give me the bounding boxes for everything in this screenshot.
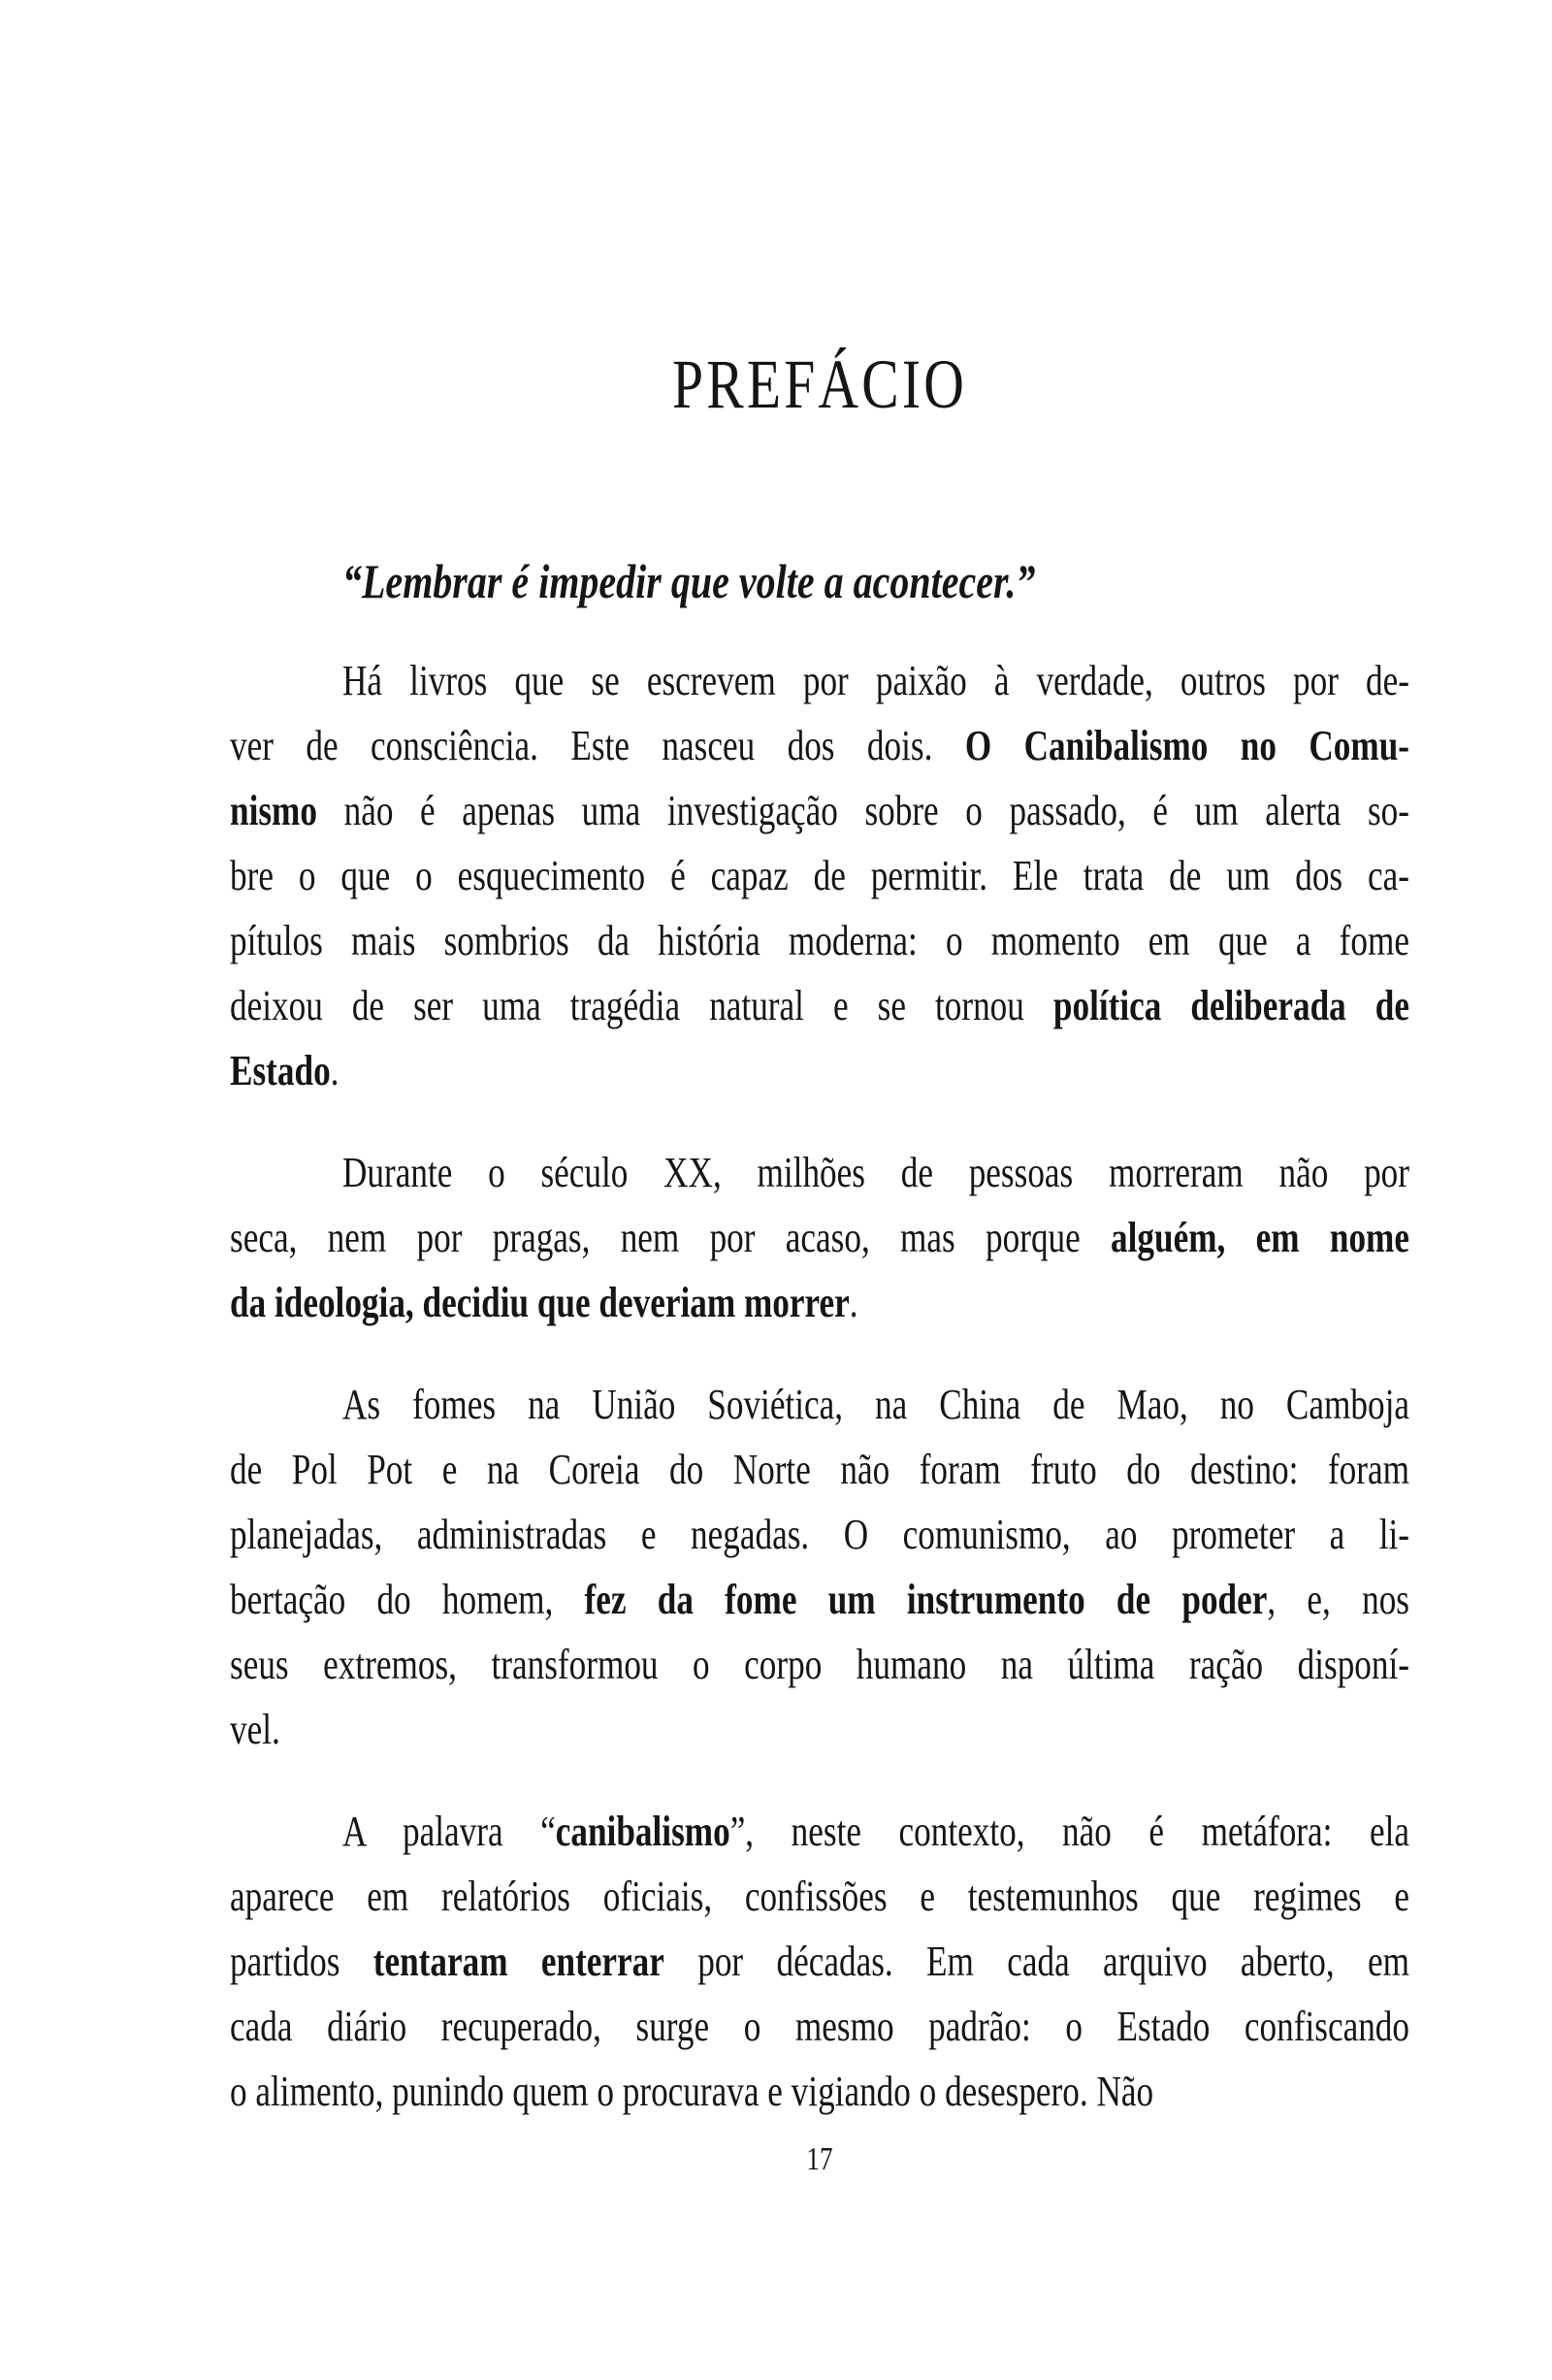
chapter-title: PREFÁCIO	[671, 345, 968, 423]
text-line	[230, 1205, 1409, 1270]
text-segment: bre o que o esquecimento é capaz de permitir. Ele trata de um dos ca-	[230, 852, 1409, 899]
text-segment: partidos	[230, 1938, 373, 1985]
text-segment: por décadas. Em cada arquivo aberto, em	[663, 1938, 1409, 1985]
text-line	[230, 1632, 1409, 1697]
page-number: 17	[806, 2141, 833, 2177]
paragraph	[230, 648, 1409, 1103]
text-segment: bertação do homem,	[230, 1576, 585, 1623]
text-line	[230, 1864, 1409, 1929]
text-segment: deixou de ser uma tragédia natural e se tornou	[230, 982, 1053, 1029]
text-segment: planejadas, administradas e negadas. O comunismo, ao prometer a li-	[230, 1511, 1409, 1558]
text-segment: seus extremos, transformou o corpo humano na última ração disponí-	[230, 1641, 1409, 1688]
text-line	[230, 1038, 1409, 1103]
bold-text-segment: da ideologia, decidiu que deveriam morrer	[230, 1279, 850, 1326]
text-line	[230, 908, 1409, 973]
text-line	[230, 648, 1409, 713]
bold-text-segment: Estado	[230, 1047, 331, 1094]
text-segment: .	[330, 1047, 340, 1094]
text-segment: ”, neste contexto, não é metáfora: ela	[729, 1808, 1409, 1855]
text-segment: o alimento, punindo quem o procurava e vigiando o desespero. Não	[230, 2068, 1154, 2115]
text-segment: Durante o século XX, milhões de pessoas morreram não por	[342, 1149, 1409, 1196]
text-segment: cada diário recuperado, surge o mesmo padrão: o Estado confiscando	[230, 2003, 1409, 2050]
text-segment: , e, nos	[1267, 1576, 1409, 1623]
paragraph	[230, 1799, 1409, 2124]
bold-text-segment: política deliberada de	[1052, 982, 1410, 1029]
bold-text-segment: O Canibalismo no Comu-	[964, 722, 1409, 769]
text-line	[230, 1697, 1409, 1762]
text-segment: ver de consciência. Este nasceu dos dois.	[230, 722, 965, 769]
paragraph	[230, 1372, 1409, 1762]
text-line	[230, 713, 1409, 778]
body-text	[230, 615, 1409, 2124]
text-segment: As fomes na União Soviética, na China de Mao, no Camboja	[342, 1381, 1409, 1428]
bold-text-segment: tentaram enterrar	[372, 1938, 664, 1985]
text-line	[230, 1567, 1409, 1632]
text-segment: aparece em relatórios oficiais, confissões e testemunhos que regimes e	[230, 1873, 1409, 1920]
text-segment: Há livros que se escrevem por paixão à verdade, outros por de-	[342, 657, 1409, 704]
text-line	[230, 973, 1409, 1038]
text-line	[230, 2059, 1409, 2124]
text-line	[230, 1140, 1409, 1205]
text-segment: de Pol Pot e na Coreia do Norte não foram fruto do destino: foram	[230, 1446, 1409, 1493]
text-line	[230, 1799, 1409, 1864]
epigraph: “Lembrar é impedir que volte a acontecer.”	[342, 554, 1036, 608]
text-segment: vel.	[230, 1706, 280, 1753]
bold-text-segment: canibalismo	[555, 1808, 730, 1855]
text-segment: A palavra “	[342, 1808, 556, 1855]
paragraph	[230, 1140, 1409, 1335]
text-line	[230, 1437, 1409, 1502]
text-line	[230, 1502, 1409, 1567]
text-segment: .	[849, 1279, 858, 1326]
text-line	[230, 1994, 1409, 2059]
text-line	[230, 1929, 1409, 1994]
text-column	[230, 0, 1409, 2179]
text-segment: pítulos mais sombrios da história moderna: o momento em que a fome	[230, 917, 1409, 964]
text-segment: seca, nem por pragas, nem por acaso, mas porque	[230, 1214, 1112, 1261]
text-line	[230, 843, 1409, 908]
text-line	[230, 778, 1409, 843]
bold-text-segment: nismo	[230, 787, 317, 834]
bold-text-segment: fez da fome um instrumento de poder	[584, 1576, 1268, 1623]
bold-text-segment: alguém, em nome	[1111, 1214, 1409, 1261]
text-segment: não é apenas uma investigação sobre o passado, é um alerta so-	[316, 787, 1409, 834]
text-line	[230, 1270, 1409, 1335]
text-line	[230, 1372, 1409, 1437]
